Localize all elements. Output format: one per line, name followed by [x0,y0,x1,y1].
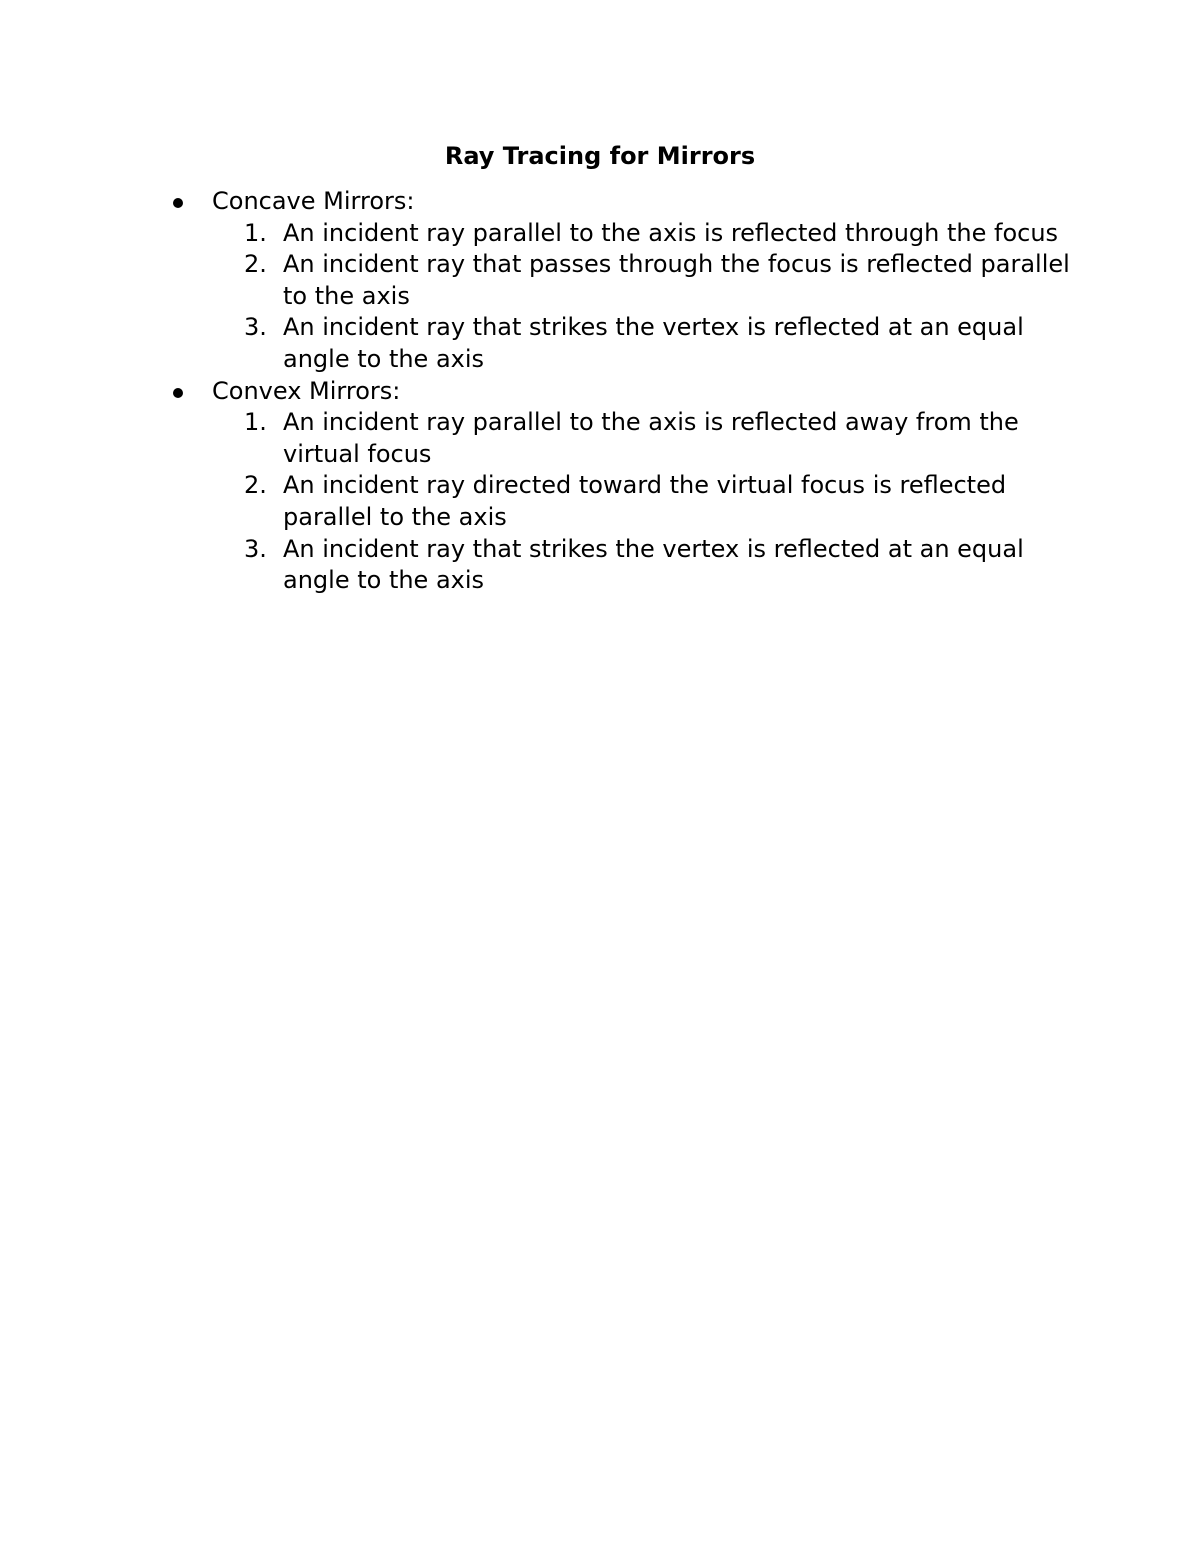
item-text: An incident ray that passes through the focus is reflected parallel to the axis [283,250,1070,310]
list-item [0,312,1075,375]
list-item [0,407,1075,470]
item-text: An incident ray that strikes the vertex is reflected at an equal angle to the axis [283,313,1024,373]
item-number: 3. [244,534,267,563]
convex-steps-list [212,407,1200,597]
list-item [0,218,1075,250]
concave-steps-list [212,218,1200,376]
list-item [0,534,1075,597]
section-heading: Convex Mirrors: [212,376,401,405]
bullet-icon [173,388,183,398]
section-heading: Concave Mirrors: [212,187,415,215]
document-title: Ray Tracing for Mirrors [444,142,756,170]
bullet-icon [173,198,183,208]
item-text: An incident ray parallel to the axis is reflected away from the virtual focus [283,408,1019,468]
item-number: 2. [244,471,267,500]
item-text: An incident ray directed toward the virtual focus is reflected parallel to the axis [283,471,1007,531]
item-number: 2. [244,250,267,279]
item-text: An incident ray parallel to the axis is reflected through the focus [283,218,1059,247]
section-concave-mirrors [0,186,1200,376]
item-number: 3. [244,313,267,342]
section-convex-mirrors [0,376,1200,597]
item-number: 1. [244,408,267,437]
list-item [0,249,1075,312]
item-text: An incident ray that strikes the vertex is reflected at an equal angle to the axis [283,534,1024,595]
list-item [0,470,1075,533]
item-number: 1. [244,218,267,247]
mirror-outline-list [0,186,1200,597]
